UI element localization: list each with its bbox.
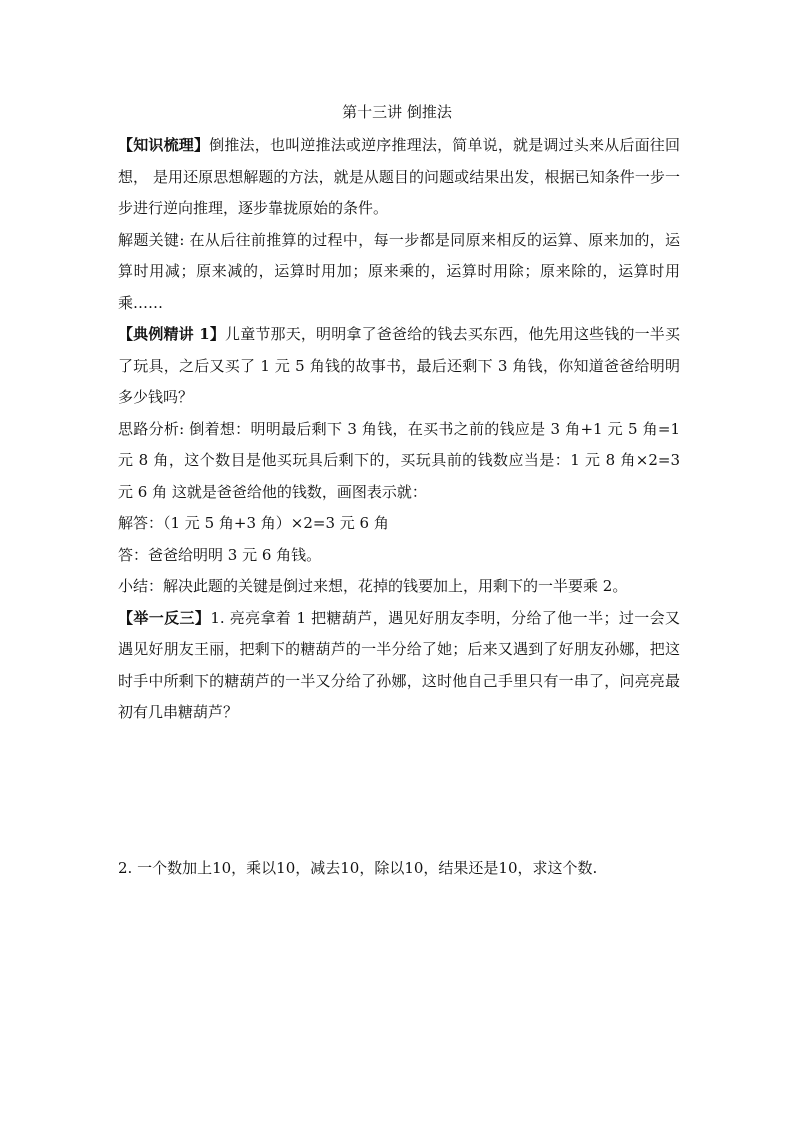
practice-question-2: 2. 一个数加上10，乘以10，减去10，除以10，结果还是10，求这个数.	[118, 858, 598, 877]
key-paragraph: 解题关键: 在从后往前推算的过程中，每一步都是同原来相反的运算、原来加的，运算时用减；原来减的，运算时用加；原来乘的，运算时用除；原来除的，运算时用乘……	[118, 230, 680, 312]
answer-paragraph: 答：爸爸给明明 3 元 6 角钱。	[118, 545, 322, 564]
knowledge-text: 倒推法，也叫逆推法或逆序推理法，简单说，就是调过头来从后面往回想， 是用还原思想解题的方法，就是从题目的问题或结果出发，根据已知条件一步一步进行逆向推理，逐步靠拢原始的条件。	[118, 136, 680, 217]
knowledge-paragraph	[118, 130, 680, 225]
document-body	[118, 130, 680, 884]
example-label: 【典例精讲 1】	[118, 325, 226, 343]
practice-question-1	[118, 603, 680, 729]
answer-space	[118, 729, 680, 853]
practice-q1-text: 1. 亮亮拿着 1 把糖葫芦，遇见好朋友李明，分给了他一半；过一会又遇见好朋友王丽，把剩下的糖葫芦的一半分给了她；后来又遇到了好朋友孙娜，把这时手中所剩下的糖葫芦的一半又分给了孙娜，这时他自己手里只有一串了，问亮亮最初有几串糖葫芦？	[118, 608, 680, 721]
analysis-paragraph: 思路分析: 倒着想：明明最后剩下 3 角钱，在买书之前的钱应是 3 角+1 元 5 角=1 元 8 角，这个数目是他买玩具后剩下的，买玩具前的钱数应当是：1 元 8 角×2=3 元 6 角 这就是爸爸给他的钱数，画图表示就：	[118, 419, 680, 501]
solution-paragraph: 解答：（1 元 5 角+3 角）×2=3 元 6 角	[118, 514, 389, 532]
practice-label: 【举一反三】	[118, 608, 211, 627]
page-title: 第十三讲 倒推法	[342, 103, 452, 121]
knowledge-label: 【知识梳理】	[118, 136, 210, 154]
summary-paragraph: 小结：解决此题的关键是倒过来想，花掉的钱要加上，用剩下的一半要乘 2。	[118, 577, 628, 595]
example-paragraph	[118, 319, 680, 414]
example-text: 儿童节那天，明明拿了爸爸给的钱去买东西，他先用这些钱的一半买了玩具，之后又买了 1 元 5 角钱的故事书，最后还剩下 3 角钱，你知道爸爸给明明多少钱吗？	[118, 325, 680, 406]
